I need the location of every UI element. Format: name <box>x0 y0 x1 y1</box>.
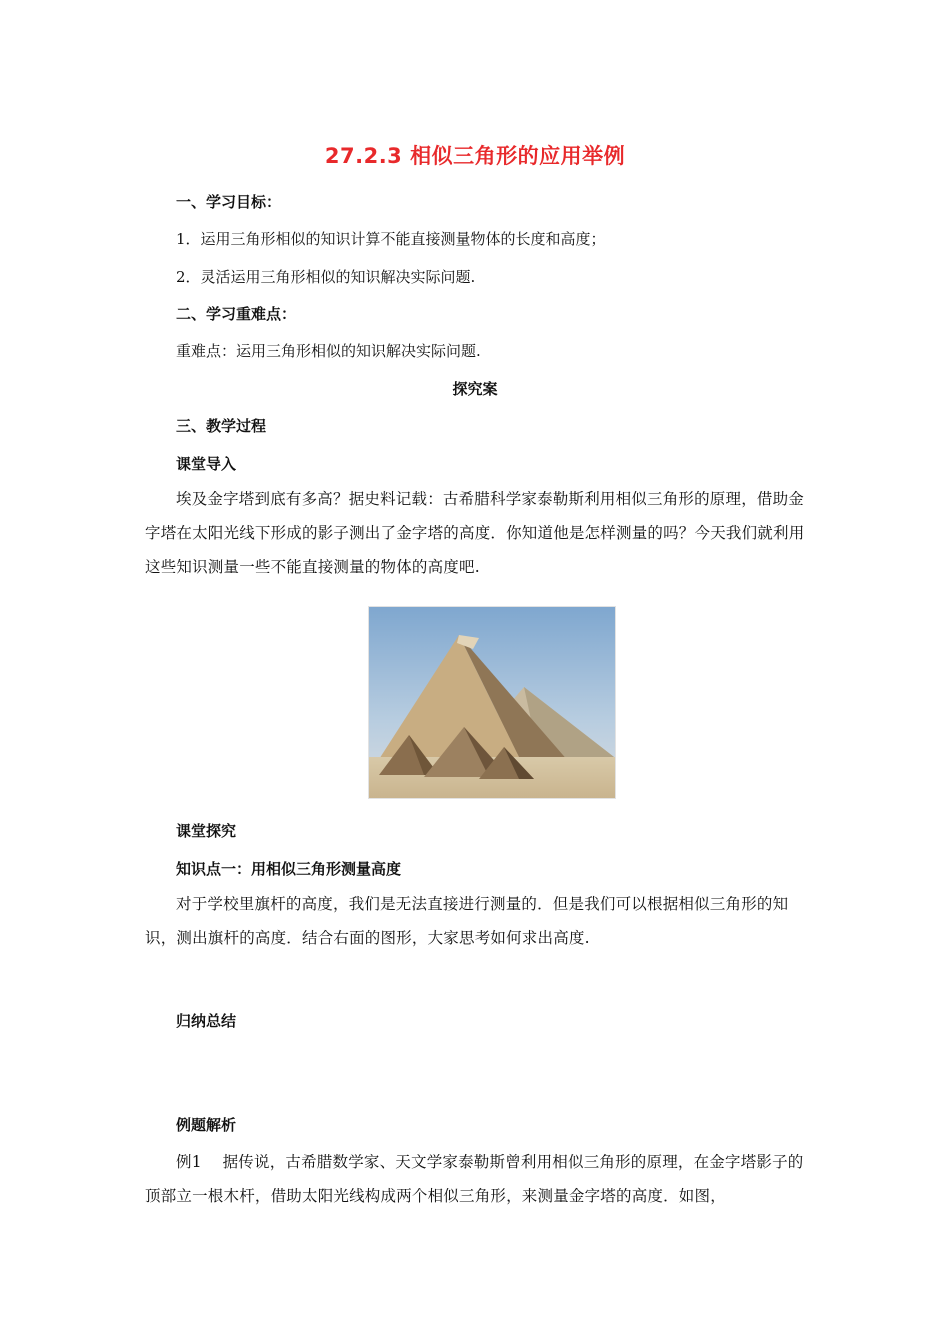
section1-heading: 一、学习目标： <box>176 193 282 211</box>
objective-item-1: 1．运用三角形相似的知识计算不能直接测量物体的长度和高度； <box>176 230 606 248</box>
explore-class-heading: 课堂探究 <box>176 822 237 840</box>
summary-heading: 归纳总结 <box>176 1012 237 1030</box>
key-points-text: 重难点：运用三角形相似的知识解决实际问题. <box>176 342 481 360</box>
example-1-paragraph: 例1 据传说，古希腊数学家、天文学家泰勒斯曾利用相似三角形的原理，在金字塔影子的顶部立一根木杆，借助太阳光线构成两个相似三角形，来测量金字塔的高度．如图， <box>145 1153 804 1205</box>
knowledge-point-1-paragraph: 对于学校里旗杆的高度，我们是无法直接进行测量的．但是我们可以根据相似三角形的知识，测出旗杆的高度．结合右面的图形，大家思考如何求出高度. <box>145 895 789 947</box>
knowledge-point-1-heading: 知识点一：用相似三角形测量高度 <box>176 860 402 878</box>
page-title: 27.2.3 相似三角形的应用举例 <box>324 144 626 168</box>
explore-heading: 探究案 <box>452 380 498 398</box>
section3-heading: 三、教学过程 <box>176 417 267 435</box>
section2-heading: 二、学习重难点： <box>176 305 297 323</box>
intro-heading: 课堂导入 <box>176 455 237 473</box>
objective-item-2: 2．灵活运用三角形相似的知识解决实际问题. <box>176 268 476 286</box>
pyramid-image <box>368 606 616 799</box>
intro-paragraph: 埃及金字塔到底有多高？据史料记载：古希腊科学家泰勒斯利用相似三角形的原理，借助金字塔在太阳光线下形成的影子测出了金字塔的高度．你知道他是怎样测量的吗？今天我们就利用这些知识测量一些不能直接测量的物体的高度吧. <box>145 490 805 576</box>
example-heading: 例题解析 <box>176 1116 237 1134</box>
